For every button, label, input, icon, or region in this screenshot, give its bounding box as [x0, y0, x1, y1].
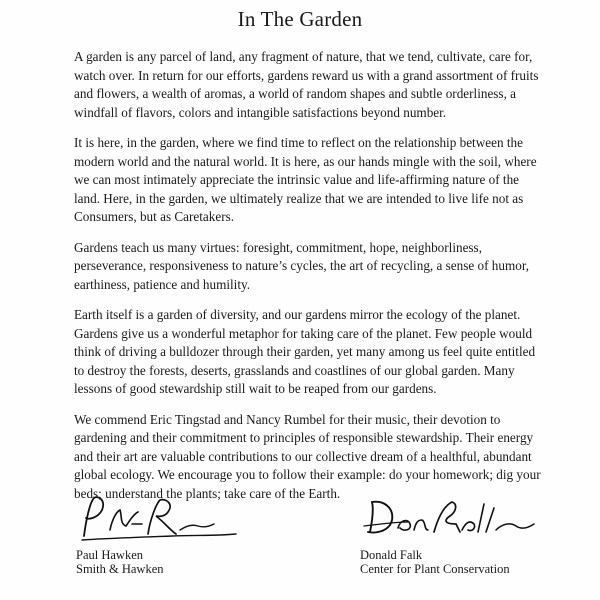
- handwritten-signature-falk: [360, 490, 540, 548]
- signatory-organization: Smith & Hawken: [76, 562, 164, 576]
- signature-block-falk: [360, 490, 580, 576]
- signatory-name: Paul Hawken: [76, 548, 143, 562]
- handwritten-signature-hawken: [76, 490, 246, 548]
- signatory-name: Donald Falk: [360, 548, 423, 562]
- paragraph-5: We commend Eric Tingstad and Nancy Rumbel for their music, their devotion to gardening and their commitment to principles of responsible stewardship. Their energy and their art are valuable contributions to our collective dream of a healthful, abundant global ecology. We encourage you to follow their example: do your homework; dig your beds; understand the plants; take care of the Earth.: [74, 411, 541, 501]
- paragraph-2: It is here, in the garden, where we find time to reflect on the relationship between the modern world and the natural world. It is here, as our hands mingle with the soil, where we can most intimately appreciate the intrinsic value and life-affirming nature of the land. Here, in the garden, we ultimately realize that we are intended to live life not as Consumers, but as Caretakers.: [74, 135, 537, 224]
- signature-block-hawken: [76, 490, 296, 576]
- signatory-organization: Center for Plant Conservation: [360, 562, 510, 576]
- document-body: [74, 48, 544, 515]
- paragraph-1: A garden is any parcel of land, any fragment of nature, that we tend, cultivate, care for, watch over. In return for our efforts, gardens reward us with a grand assortment of fruits and flowers, a wealth of aromas, a world of random shapes and subtle orderliness, a windfall of flavors, colors and intangible satisfactions beyond number.: [74, 49, 539, 120]
- paragraph-4: Earth itself is a garden of diversity, and our gardens mirror the ecology of the planet. Gardens give us a wonderful metaphor for taking care of the planet. Few people would think of driving a bulldozer through their garden, yet many among us feel quite entitled to destroy the forests, deserts, grasslands and coastlines of our global garden. Many lessons of good stewardship still wait to be reaped from our gardens.: [74, 307, 536, 396]
- document-title: In The Garden: [237, 7, 363, 31]
- paragraph-3: Gardens teach us many virtues: foresight, commitment, hope, neighborliness, perseverance, responsiveness to nature’s cycles, the art of recycling, a sense of humor, earthiness, patience and humility.: [74, 239, 529, 292]
